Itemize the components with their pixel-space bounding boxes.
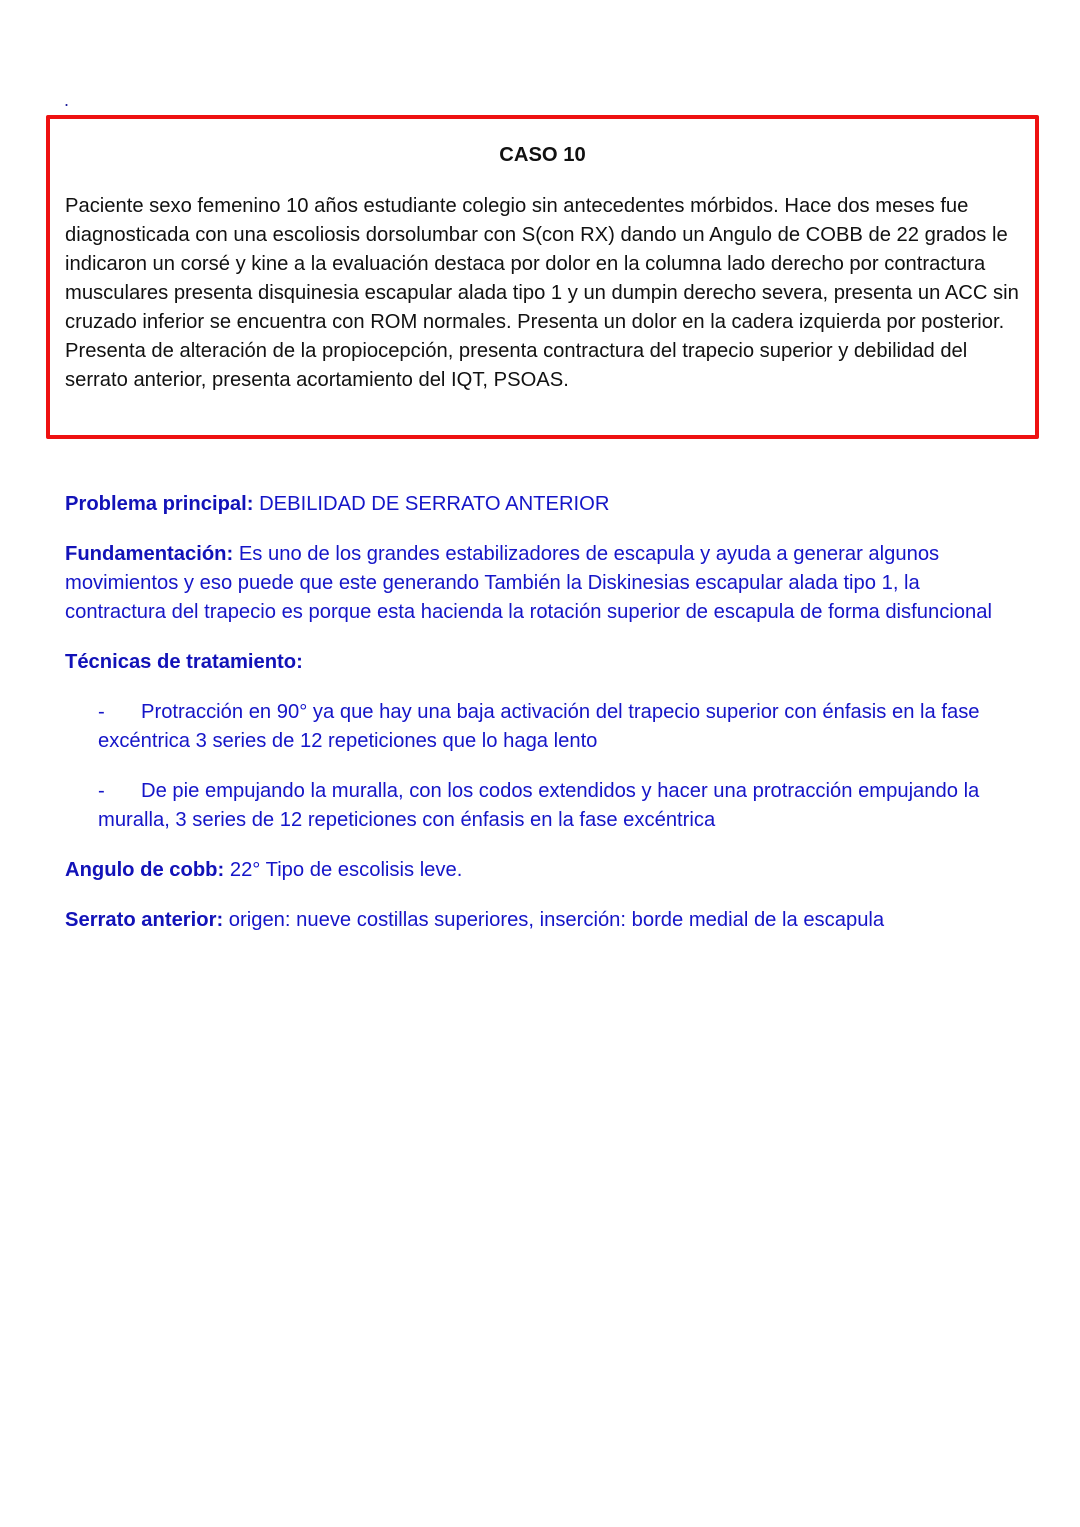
serrato-anterior — [65, 906, 1025, 935]
cobb-label: Angulo de cobb: — [65, 859, 225, 881]
dash-bullet-icon: - — [98, 780, 105, 802]
problema-value: DEBILIDAD DE SERRATO ANTERIOR — [253, 493, 610, 515]
angulo-cobb — [65, 856, 1025, 885]
problema-principal — [65, 490, 1025, 519]
list-item-text: Protracción en 90° ya que hay una baja activación del trapecio superior con énfasis en la fase excéntrica 3 series de 12 repeticiones que lo haga lento — [98, 701, 980, 752]
analysis-section — [65, 490, 1025, 956]
cobb-value: 22° Tipo de escolisis leve. — [224, 859, 463, 881]
serrato-label: Serrato anterior: — [65, 909, 224, 931]
case-description: Paciente sexo femenino 10 años estudiante colegio sin antecedentes mórbidos. Hace dos meses fue diagnosticada con una escoliosis dorsolumbar con S(con RX) dando un Angulo de COBB de 22 grados le indicaron un corsé y kine a la evaluación destaca por dolor en la columna lado derecho por contractura musculares presenta disquinesia escapular alada tipo 1 y un dumpin derecho severa, presenta un ACC sin cruzado inferior se encuentra con ROM normales. Presenta un dolor en la cadera izquierda por posterior. Presenta de alteración de la propiocepción, presenta contractura del trapecio superior y debilidad del serrato anterior, presenta acortamiento del IQT, PSOAS. — [65, 195, 1019, 391]
list-item — [98, 698, 1025, 756]
list-item-text: De pie empujando la muralla, con los codos extendidos y hacer una protracción empujando la muralla, 3 series de 12 repeticiones con énfasis en la fase excéntrica — [98, 780, 980, 831]
leading-period: . — [64, 90, 70, 110]
tecnicas-heading — [65, 648, 1025, 677]
dash-bullet-icon: - — [98, 701, 105, 723]
problema-label: Problema principal: — [65, 493, 254, 515]
tecnicas-label: Técnicas de tratamiento: — [65, 651, 303, 673]
serrato-value: origen: nueve costillas superiores, inserción: borde medial de la escapula — [223, 909, 885, 931]
fundamentacion-value: Es uno de los grandes estabilizadores de escapula y ayuda a generar algunos movimientos y eso puede que este generando También la Diskinesias escapular alada tipo 1, la contractura del trapecio es porque esta hacienda la rotación superior de escapula de forma disfuncional — [65, 543, 992, 623]
case-title: CASO 10 — [499, 144, 586, 166]
case-box — [46, 115, 1039, 439]
fundamentacion — [65, 540, 1025, 627]
fundamentacion-label: Fundamentación: — [65, 543, 234, 565]
list-item — [98, 777, 1025, 835]
